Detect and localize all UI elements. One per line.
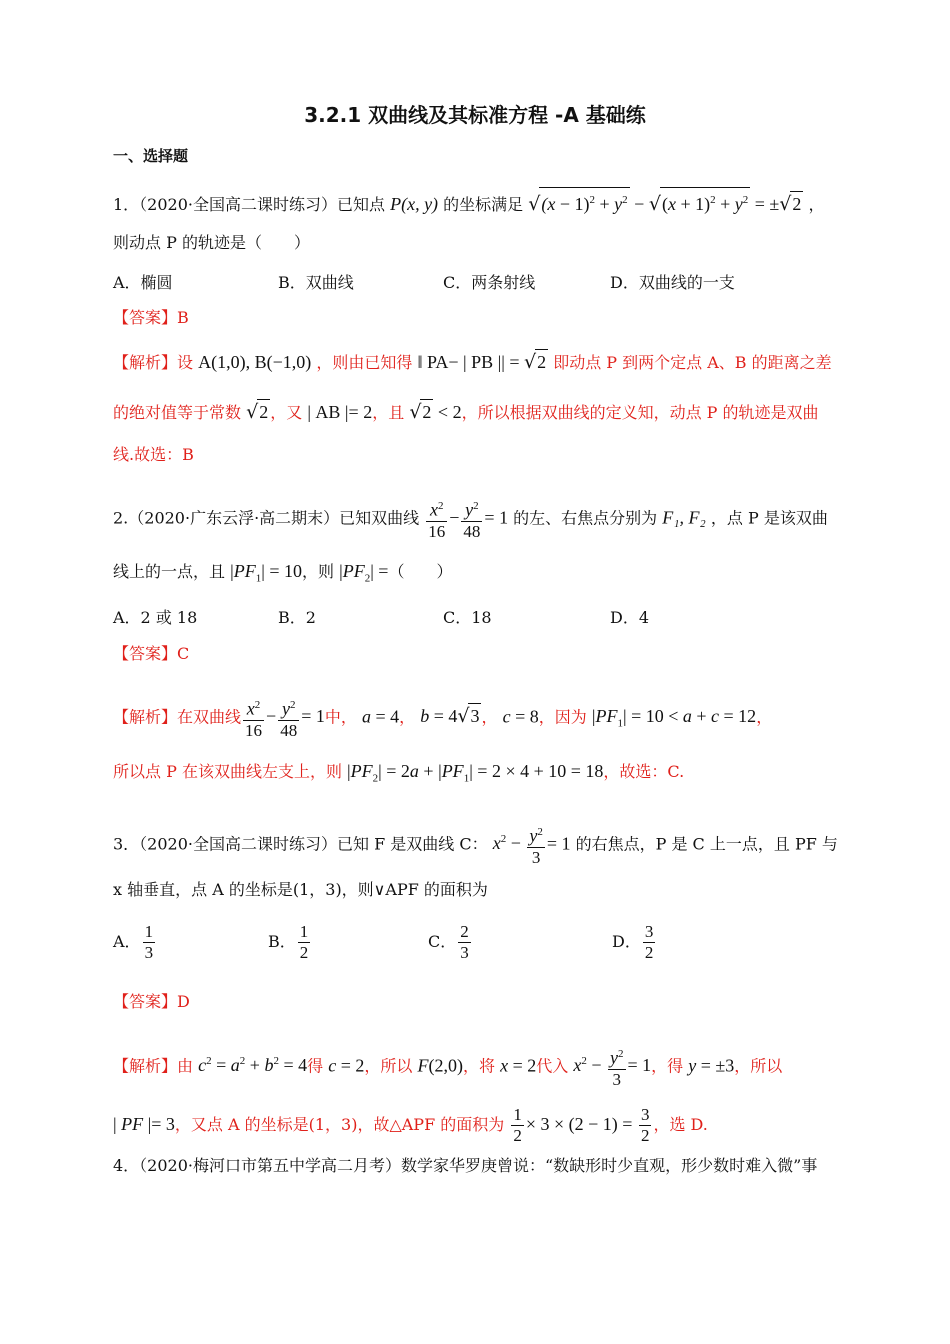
q2-prefix: 2.（2020·广东云浮·高二期末）已知双曲线 xyxy=(113,508,420,528)
q3-option-b xyxy=(268,922,312,963)
q3-analysis-tag: 【解析】 xyxy=(113,1056,178,1076)
q1-answer-value: B xyxy=(177,308,189,327)
q3-analysis-text: ，所以 xyxy=(734,1056,783,1076)
q1-analysis-tag: 【解析】 xyxy=(113,353,178,372)
q3-analysis-text: ，所以 xyxy=(364,1056,413,1076)
q3-option-frac: $\frac{1}{3}$ xyxy=(144,922,154,962)
q2-analysis-tag: 【解析】 xyxy=(113,707,178,727)
q3-analysis-text: ，得 xyxy=(651,1056,684,1076)
q3-area-formula: $\frac{1}{2}$ × 3 × (2 − 1) = $\frac{3}{2}$ xyxy=(513,1105,650,1145)
q3-option-label: A． xyxy=(113,932,141,951)
q3-option-label: B． xyxy=(268,932,296,951)
q3-stem: 3．（2020·全国高二课时练习）已知 F 是双曲线 C： $x^2$ − $\frac{y^2}{3}$ = 1 的右焦点，P 是 C 上一点，且 PF 与 xyxy=(113,822,838,868)
q1-analysis-text: 即动点 P 到两个定点 A、B 的距离之差 xyxy=(553,353,832,372)
q3-c-formula: $c^2 = a^2 + b^2 = 4$ xyxy=(198,1055,308,1076)
q1-analysis-line3: 线.故选：B xyxy=(113,445,194,464)
q3-tail: 的右焦点，P 是 C 上一点，且 PF 与 xyxy=(575,834,838,854)
q3-option-c xyxy=(428,922,473,963)
q2-stem: 2.（2020·广东云浮·高二期末）已知双曲线 $\frac{x^2}{16}$ − $\frac{y^2}{48}$ = 1 的左、右焦点分别为 F₁, F₂ ，点 P 是该双曲 xyxy=(113,496,828,542)
q2-pf2-formula: $|PF_2|$ = xyxy=(339,561,389,585)
q3-focus: F(2,0) xyxy=(417,1055,463,1076)
q2-analysis-text: ，因为 xyxy=(538,707,587,727)
q1-option-b: B．双曲线 xyxy=(278,273,354,292)
q2-option-b: B．2 xyxy=(278,608,316,627)
q1-tail: ， xyxy=(808,195,825,214)
section-heading: 一、选择题 xyxy=(113,147,189,165)
q3-y-value: y = ±3 xyxy=(688,1055,735,1076)
q2-tail: ，点 P 是该双曲 xyxy=(710,508,828,528)
q1-prefix: 1．（2020·全国高二课时练习）已知点 xyxy=(113,195,385,214)
q3-option-frac: $\frac{3}{2}$ xyxy=(644,922,654,962)
q2-analysis-text: 在双曲线 xyxy=(177,707,242,727)
q3-answer xyxy=(113,990,190,1014)
q2-b-formula: b = 4√3 xyxy=(420,705,480,728)
q3-analysis-text: ，将 xyxy=(462,1056,495,1076)
q1-ineq-formula: √2 < 2 xyxy=(409,401,462,423)
q2-result-formula: $|PF_2| = 2a + |PF_1| = 2 \times 4 + 10 = 18$ xyxy=(347,761,604,785)
q3-option-d xyxy=(612,922,657,963)
page-title: 3.2.1 双曲线及其标准方程 -A 基础练 xyxy=(304,103,646,127)
q3-eq-frac: $\frac{y^2}{3}$ xyxy=(527,822,545,868)
q3-analysis-text: 得 xyxy=(307,1056,324,1076)
q2-analysis-text: 中， xyxy=(324,707,357,727)
q3-prefix: 3．（2020·全国高二课时练习）已知 F 是双曲线 C： xyxy=(113,834,488,854)
q3-analysis-line1: 【解析】由 $c^2 = a^2 + b^2 = 4$得 c = 2，所以 F(2,0)，将 x = 2代入 $x^2$ − $\frac{y^2}{3}$ = 1，得 y = ±3，所以 xyxy=(113,1044,782,1090)
q1-diff-lhs: ‖ PA− | PB || = xyxy=(417,352,525,372)
q3-option-label: C． xyxy=(428,932,457,951)
q1-analysis-text: ，所以根据双曲线的定义知，动点 P 的轨迹是双曲 xyxy=(461,403,819,422)
q2-analysis-text: ， xyxy=(399,707,416,727)
q3-answer-tag: 【答案】 xyxy=(113,992,178,1011)
q2-analysis-line1: 【解析】在双曲线 $\frac{x^2}{16}$ − $\frac{y^2}{48}$ = 1中， a = 4， b = 4√3 ， c = 8，因为 $|PF_1| = 10 < a + c = 12$， xyxy=(113,695,772,741)
q1-line2: 则动点 P 的轨迹是（ ） xyxy=(113,233,310,252)
q1-const-formula: √2 xyxy=(246,401,269,423)
q1-analysis-line1 xyxy=(113,349,832,375)
q1-diff-formula: ‖ PA− | PB || = √2 xyxy=(417,351,547,373)
q1-mid: 的坐标满足 xyxy=(443,195,524,214)
q1-ab-formula: | AB |= 2 xyxy=(307,402,373,422)
q2-option-a: A．2 或 18 xyxy=(113,608,198,627)
q3-pf-formula: | PF |= 3 xyxy=(113,1114,175,1134)
q1-point: P(x, y) xyxy=(390,194,439,214)
q2-pf1-formula: $|PF_1| = 10$ xyxy=(230,561,302,585)
q3-c-value: c = 2 xyxy=(328,1055,365,1076)
q3-a-frac: $\frac{y^2}{3}$ xyxy=(608,1044,626,1090)
q3-analysis-text: 由 xyxy=(177,1056,194,1076)
q1-analysis-line2 xyxy=(113,399,819,425)
q3-answer-value: D xyxy=(177,992,190,1011)
q3-option-frac: $\frac{1}{2}$ xyxy=(299,922,309,962)
q1-answer xyxy=(113,306,189,330)
q3-line2: x 轴垂直，点 A 的坐标是(1，3)，则∨APF 的面积为 xyxy=(113,880,488,899)
q2-line2-text: 线上的一点，且 xyxy=(113,562,226,581)
q3-option-a xyxy=(113,922,157,963)
q1-analysis-text: 设 xyxy=(177,353,194,372)
q3-option-label: D． xyxy=(612,932,641,951)
q2-analysis-text: ， xyxy=(481,707,498,727)
q3-analysis-text: 代入 xyxy=(536,1056,569,1076)
q3-analysis-text: ，选 D. xyxy=(653,1115,708,1134)
q2-a-formula: a = 4 xyxy=(361,706,400,727)
q3-analysis-line2 xyxy=(113,1105,708,1146)
q2-line2-text: ，则 xyxy=(301,562,334,581)
q2-ineq-formula: $|PF_1| = 10 < a + c = 12$ xyxy=(591,706,757,730)
q3-x-value: x = 2 xyxy=(500,1055,537,1076)
q2-option-c: C．18 xyxy=(443,608,492,627)
q2-line2 xyxy=(113,559,452,591)
q1-condition-formula: $√(x - 1)^2 + y^2 - √(x + 1)^2 + y^2 = \pm√2$ xyxy=(528,194,803,214)
q1-option-c: C．两条射线 xyxy=(443,273,536,292)
q2-analysis-line2 xyxy=(113,759,684,791)
q1-analysis-text: ，且 xyxy=(372,403,405,422)
q2-a-frac2: $\frac{y^2}{48}$ xyxy=(278,695,299,741)
q2-option-d: D．4 xyxy=(610,608,650,627)
q3-analysis-text: ，又点 A 的坐标是(1，3)，故△APF 的面积为 xyxy=(174,1115,505,1134)
q2-c-formula: c = 8 xyxy=(502,706,539,727)
q2-mid: 的左、右焦点分别为 xyxy=(513,508,658,528)
q2-answer xyxy=(113,642,189,666)
q3-option-frac: $\frac{2}{3}$ xyxy=(460,922,469,962)
q2-analysis-text: 所以点 P 在该双曲线左支上，则 xyxy=(113,762,342,781)
q1-analysis-text: ，则由已知得 xyxy=(316,353,413,372)
q2-analysis-text: ，故选：C. xyxy=(603,762,685,781)
q1-option-a: A．椭圆 xyxy=(113,273,173,292)
q2-answer-tag: 【答案】 xyxy=(113,644,178,663)
q2-a-frac1: $\frac{x^2}{16}$ xyxy=(243,695,264,741)
q2-eq-frac1: $\frac{x^2}{16}$ xyxy=(426,496,447,542)
q2-eq-frac2: $\frac{y^2}{48}$ xyxy=(461,496,482,542)
q1-points-formula: A(1,0), B(−1,0) xyxy=(198,352,312,372)
q3-eq-formula: $x^2$ − xyxy=(492,833,526,854)
q4-stem: 4．（2020·梅河口市第五中学高二月考）数学家华罗庚曾说：“数缺形时少直观，形少数时难入微”事 xyxy=(113,1156,818,1175)
q1-stem xyxy=(113,187,825,217)
q1-analysis-text: 的绝对值等于常数 xyxy=(113,403,242,422)
q2-answer-value: C xyxy=(177,644,190,663)
q1-option-d: D．双曲线的一支 xyxy=(610,273,735,292)
q2-foci: F₁, F₂ xyxy=(662,507,706,528)
q1-answer-tag: 【答案】 xyxy=(113,308,178,327)
q2-analysis-text: ， xyxy=(756,707,773,727)
q2-line2-text: （ ） xyxy=(388,562,453,581)
q1-analysis-text: ，又 xyxy=(270,403,303,422)
